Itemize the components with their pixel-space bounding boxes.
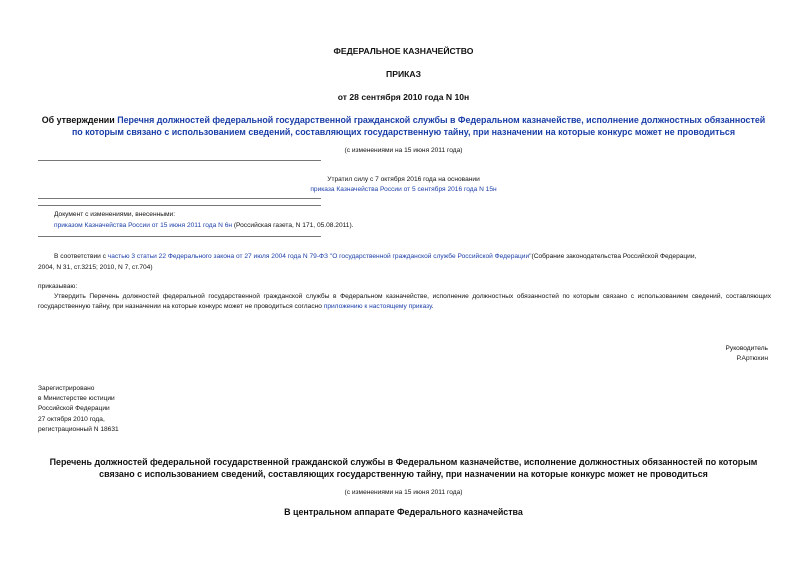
lost-force-link[interactable]: приказа Казначейства России от 5 сентября 2016 года N 15н xyxy=(310,186,497,193)
amendments-label: Документ с изменениями, внесенными: xyxy=(54,211,176,218)
lost-force-line: Утратил силу с 7 октября 2016 года на основании xyxy=(327,176,480,183)
preamble-line2: 2004, N 31, ст.3215; 2010, N 7, ст.704) xyxy=(38,264,153,271)
decision-body: Утвердить Перечень должностей федеральной государственной гражданской службы в Федеральном казначействе, исполнение должностных обязанностей по которым связано с использованием сведений, составляющих государственную тайну, при назначении на которые конкурс может не проводиться согласно xyxy=(38,293,771,310)
divider xyxy=(38,160,321,161)
signature-name: Р.Артюхин xyxy=(736,355,768,362)
registration-line: в Министерстве юстиции xyxy=(38,395,115,403)
order-title xyxy=(30,114,777,138)
registration-line: регистрационный N 18631 xyxy=(38,425,119,433)
amendments-line xyxy=(54,221,353,231)
title-link-line1[interactable]: Перечня должностей федеральной государственной гражданской службы в Федеральном казначействе, исполнение должностных обязанностей xyxy=(117,115,766,125)
registration-block xyxy=(38,384,119,435)
amended-note: (с изменениями на 15 июня 2011 года) xyxy=(344,147,463,154)
signature-role: Руководитель xyxy=(725,345,768,352)
doc-type: ПРИКАЗ xyxy=(386,69,421,79)
divider xyxy=(38,205,321,206)
preamble-tail: (Собрание законодательства Российской Федерации, xyxy=(531,253,697,260)
preamble-prefix: В соответствии с xyxy=(54,253,108,260)
org-name: ФЕДЕРАЛЬНОЕ КАЗНАЧЕЙСТВО xyxy=(333,46,474,56)
registration-line: Зарегистрировано xyxy=(38,385,95,392)
appendix-link[interactable]: приложению к настоящему приказу xyxy=(323,303,432,310)
appendix-amended-note: (с изменениями на 15 июня 2011 года) xyxy=(344,489,463,496)
title-prefix: Об утверждении xyxy=(41,115,118,125)
section-heading xyxy=(0,507,807,517)
divider xyxy=(38,236,321,237)
decision-tail: . xyxy=(431,303,434,310)
amendments-link[interactable]: приказом Казначейства России от 15 июня 2011 года N 6н xyxy=(54,222,232,229)
appendix-title xyxy=(20,456,787,480)
title-link-line2[interactable]: по которым связано с использованием сведений, составляющих государственную тайну, при назначении на которые конкурс может не проводиться xyxy=(71,127,736,137)
registration-line: 27 октября 2010 года, xyxy=(38,415,105,423)
registration-line: Российской Федерации xyxy=(38,405,110,413)
amendments-tail: (Российская газета, N 171, 05.08.2011). xyxy=(232,222,354,229)
preamble-line1 xyxy=(38,252,771,262)
appendix-title-line1: Перечень должностей федеральной государственной гражданской службы в Федеральном казначействе, исполнение должностных обязанностей по которым xyxy=(49,457,758,467)
order-word: приказываю: xyxy=(38,283,78,290)
appendix-title-line2: связано с использованием сведений, составляющих государственную тайну, при назначении на которые конкурс может не проводиться xyxy=(99,469,708,479)
preamble-law-link[interactable]: частью 3 статьи 22 Федерального закона от 27 июля 2004 года N 79-ФЗ "О государственной гражданской службе Российской Федерации" xyxy=(107,253,532,260)
section-heading-text: В центральном аппарате Федерального казначейства xyxy=(284,507,523,517)
order-date: от 28 сентября 2010 года N 10н xyxy=(337,92,470,102)
decision-text xyxy=(38,292,771,312)
divider xyxy=(38,198,321,199)
